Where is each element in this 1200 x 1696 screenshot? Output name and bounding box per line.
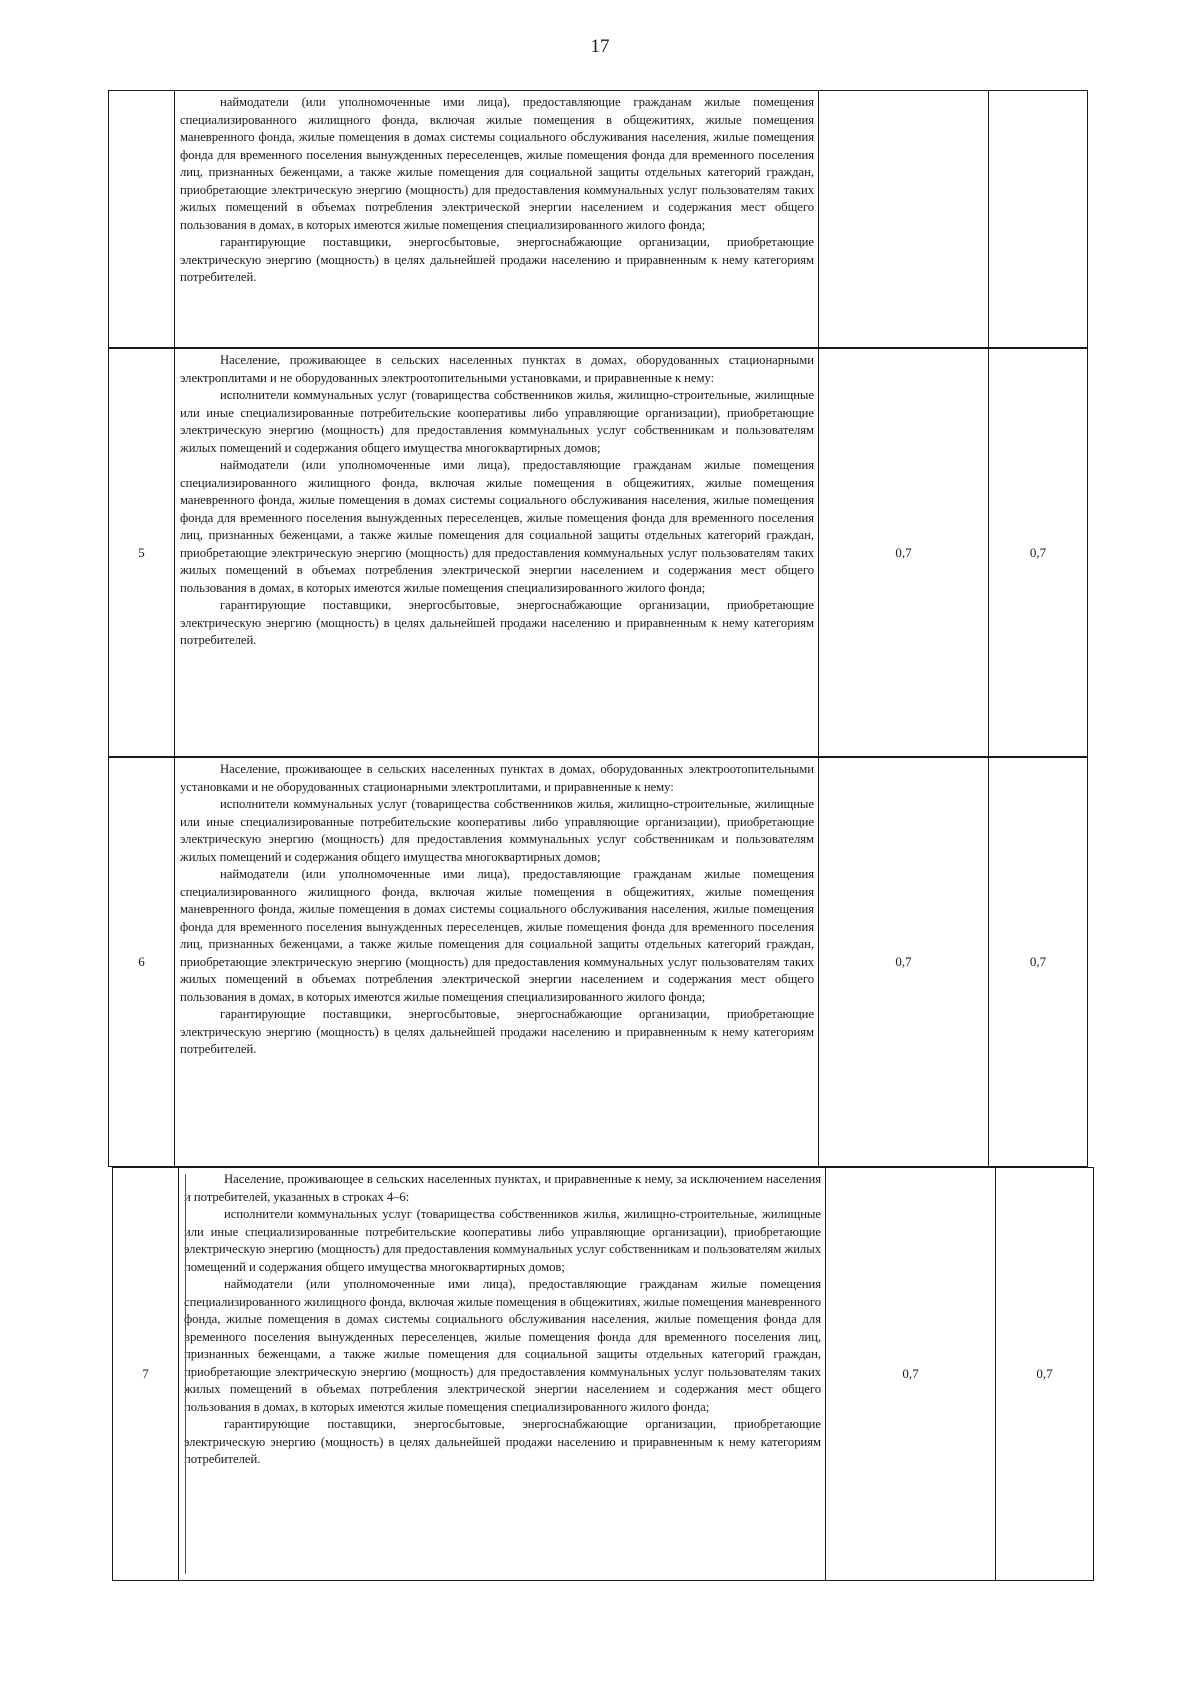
row-value-2: 0,7 [1036, 1366, 1053, 1381]
paragraph: гарантирующие поставщики, энергосбытовые, энергоснабжающие организации, приобретающие электрическую энергию (мощность) в целях дальнейшей продажи населению и приравненным к нему категориям потребителей. [180, 1007, 814, 1056]
table-row [108, 757, 1088, 1167]
paragraph: Население, проживающее в сельских населенных пунктах в домах, оборудованных электроотопительными установками и не оборудованных стационарными электроплитами, и приравненные к нему: [180, 762, 814, 794]
row-number: 5 [138, 544, 145, 560]
row-value-1 [819, 91, 989, 347]
row-description [178, 1168, 826, 1580]
table-row [112, 1167, 1094, 1581]
row-value-2 [989, 91, 1087, 347]
paragraph: Население, проживающее в сельских населенных пунктах в домах, оборудованных стационарными электроплитами и не оборудованных электроотопительными установками, и приравненные к нему: [180, 353, 814, 385]
row-description [174, 91, 819, 347]
paragraph: гарантирующие поставщики, энергосбытовые, энергоснабжающие организации, приобретающие электрическую энергию (мощность) в целях дальнейшей продажи населению и приравненным к нему категориям потребителей. [180, 598, 814, 647]
scan-margin-line [185, 1174, 186, 1574]
page-number: 17 [590, 36, 610, 57]
paragraph: гарантирующие поставщики, энергосбытовые, энергоснабжающие организации, приобретающие электрическую энергию (мощность) в целях дальнейшей продажи населению и приравненным к нему категориям потребителей. [180, 235, 814, 284]
row-value-1: 0,7 [819, 349, 989, 756]
paragraph: наймодатели (или уполномоченные ими лица), предоставляющие гражданам жилые помещения специализированного жилищного фонда, включая жилые помещения в общежитиях, жилые помещения маневренного фонда, жилые помещения в домах системы социального обслуживания населения, жилые помещения фонда для временного поселения вынужденных переселенцев, жилые помещения фонда для временного поселения лиц, признанных беженцами, а также жилые помещения для социальной защиты отдельных категорий граждан, приобретающие электрическую энергию (мощность) для предоставления коммунальных услуг пользователям таких жилых помещений в объемах потребления электрической энергии населением и содержания мест общего пользования в домах, в которых имеются жилые помещения специализированного жилого фонда; [180, 458, 814, 595]
paragraph: наймодатели (или уполномоченные ими лица), предоставляющие гражданам жилые помещения специализированного жилищного фонда, включая жилые помещения в общежитиях, жилые помещения маневренного фонда, жилые помещения в домах системы социального обслуживания населения, жилые помещения фонда для временного поселения вынужденных переселенцев, жилые помещения фонда для временного поселения лиц, признанных беженцами, а также жилые помещения для социальной защиты отдельных категорий граждан, приобретающие электрическую энергию (мощность) для предоставления коммунальных услуг пользователям таких жилых помещений в объемах потребления электрической энергии населением и содержания мест общего пользования в домах, в которых имеются жилые помещения специализированного жилого фонда; [184, 1277, 821, 1414]
paragraph: исполнители коммунальных услуг (товарищества собственников жилья, жилищно-строительные, жилищные или иные специализированные потребительские кооперативы либо управляющие организации), приобретающие электрическую энергию (мощность) для предоставления коммунальных услуг собственникам и пользователям жилых помещений и содержания общего имущества многоквартирных домов; [184, 1207, 821, 1274]
row-description [174, 758, 819, 1166]
row-value-1: 0,7 [826, 1168, 996, 1580]
row-value-2: 0,7 [1029, 954, 1047, 969]
table-row [108, 90, 1088, 348]
row-description [174, 349, 819, 756]
row-number: 7 [142, 1366, 149, 1381]
row-number [109, 91, 174, 347]
row-value-2: 0,7 [1029, 544, 1047, 560]
table-row [108, 348, 1088, 757]
paragraph: наймодатели (или уполномоченные ими лица), предоставляющие гражданам жилые помещения специализированного жилищного фонда, включая жилые помещения в общежитиях, жилые помещения маневренного фонда, жилые помещения в домах системы социального обслуживания населения, жилые помещения фонда для временного поселения вынужденных переселенцев, жилые помещения фонда для временного поселения лиц, признанных беженцами, а также жилые помещения для социальной защиты отдельных категорий граждан, приобретающие электрическую энергию (мощность) для предоставления коммунальных услуг пользователям таких жилых помещений в объемах потребления электрической энергии населением и содержания мест общего пользования в домах, в которых имеются жилые помещения специализированного жилого фонда; [180, 95, 814, 232]
paragraph: гарантирующие поставщики, энергосбытовые, энергоснабжающие организации, приобретающие электрическую энергию (мощность) в целях дальнейшей продажи населению и приравненным к нему категориям потребителей. [184, 1417, 821, 1466]
paragraph: наймодатели (или уполномоченные ими лица), предоставляющие гражданам жилые помещения специализированного жилищного фонда, включая жилые помещения в общежитиях, жилые помещения маневренного фонда, жилые помещения в домах системы социального обслуживания населения, жилые помещения фонда для временного поселения вынужденных переселенцев, жилые помещения фонда для временного поселения лиц, признанных беженцами, а также жилые помещения для социальной защиты отдельных категорий граждан, приобретающие электрическую энергию (мощность) для предоставления коммунальных услуг пользователям таких жилых помещений в объемах потребления электрической энергии населением и содержания мест общего пользования в домах, в которых имеются жилые помещения специализированного жилого фонда; [180, 867, 814, 1004]
paragraph: исполнители коммунальных услуг (товарищества собственников жилья, жилищно-строительные, жилищные или иные специализированные потребительские кооперативы либо управляющие организации), приобретающие электрическую энергию (мощность) для предоставления коммунальных услуг собственникам и пользователям жилых помещений и содержания общего имущества многоквартирных домов; [180, 797, 814, 864]
paragraph: исполнители коммунальных услуг (товарищества собственников жилья, жилищно-строительные, жилищные или иные специализированные потребительские кооперативы либо управляющие организации), приобретающие электрическую энергию (мощность) для предоставления коммунальных услуг собственникам и пользователям жилых помещений и содержания общего имущества многоквартирных домов; [180, 388, 814, 455]
row-value-1: 0,7 [819, 758, 989, 1166]
paragraph: Население, проживающее в сельских населенных пунктах, и приравненные к нему, за исключением населения и потребителей, указанных в строках 4–6: [184, 1172, 821, 1204]
row-number: 6 [138, 954, 145, 969]
